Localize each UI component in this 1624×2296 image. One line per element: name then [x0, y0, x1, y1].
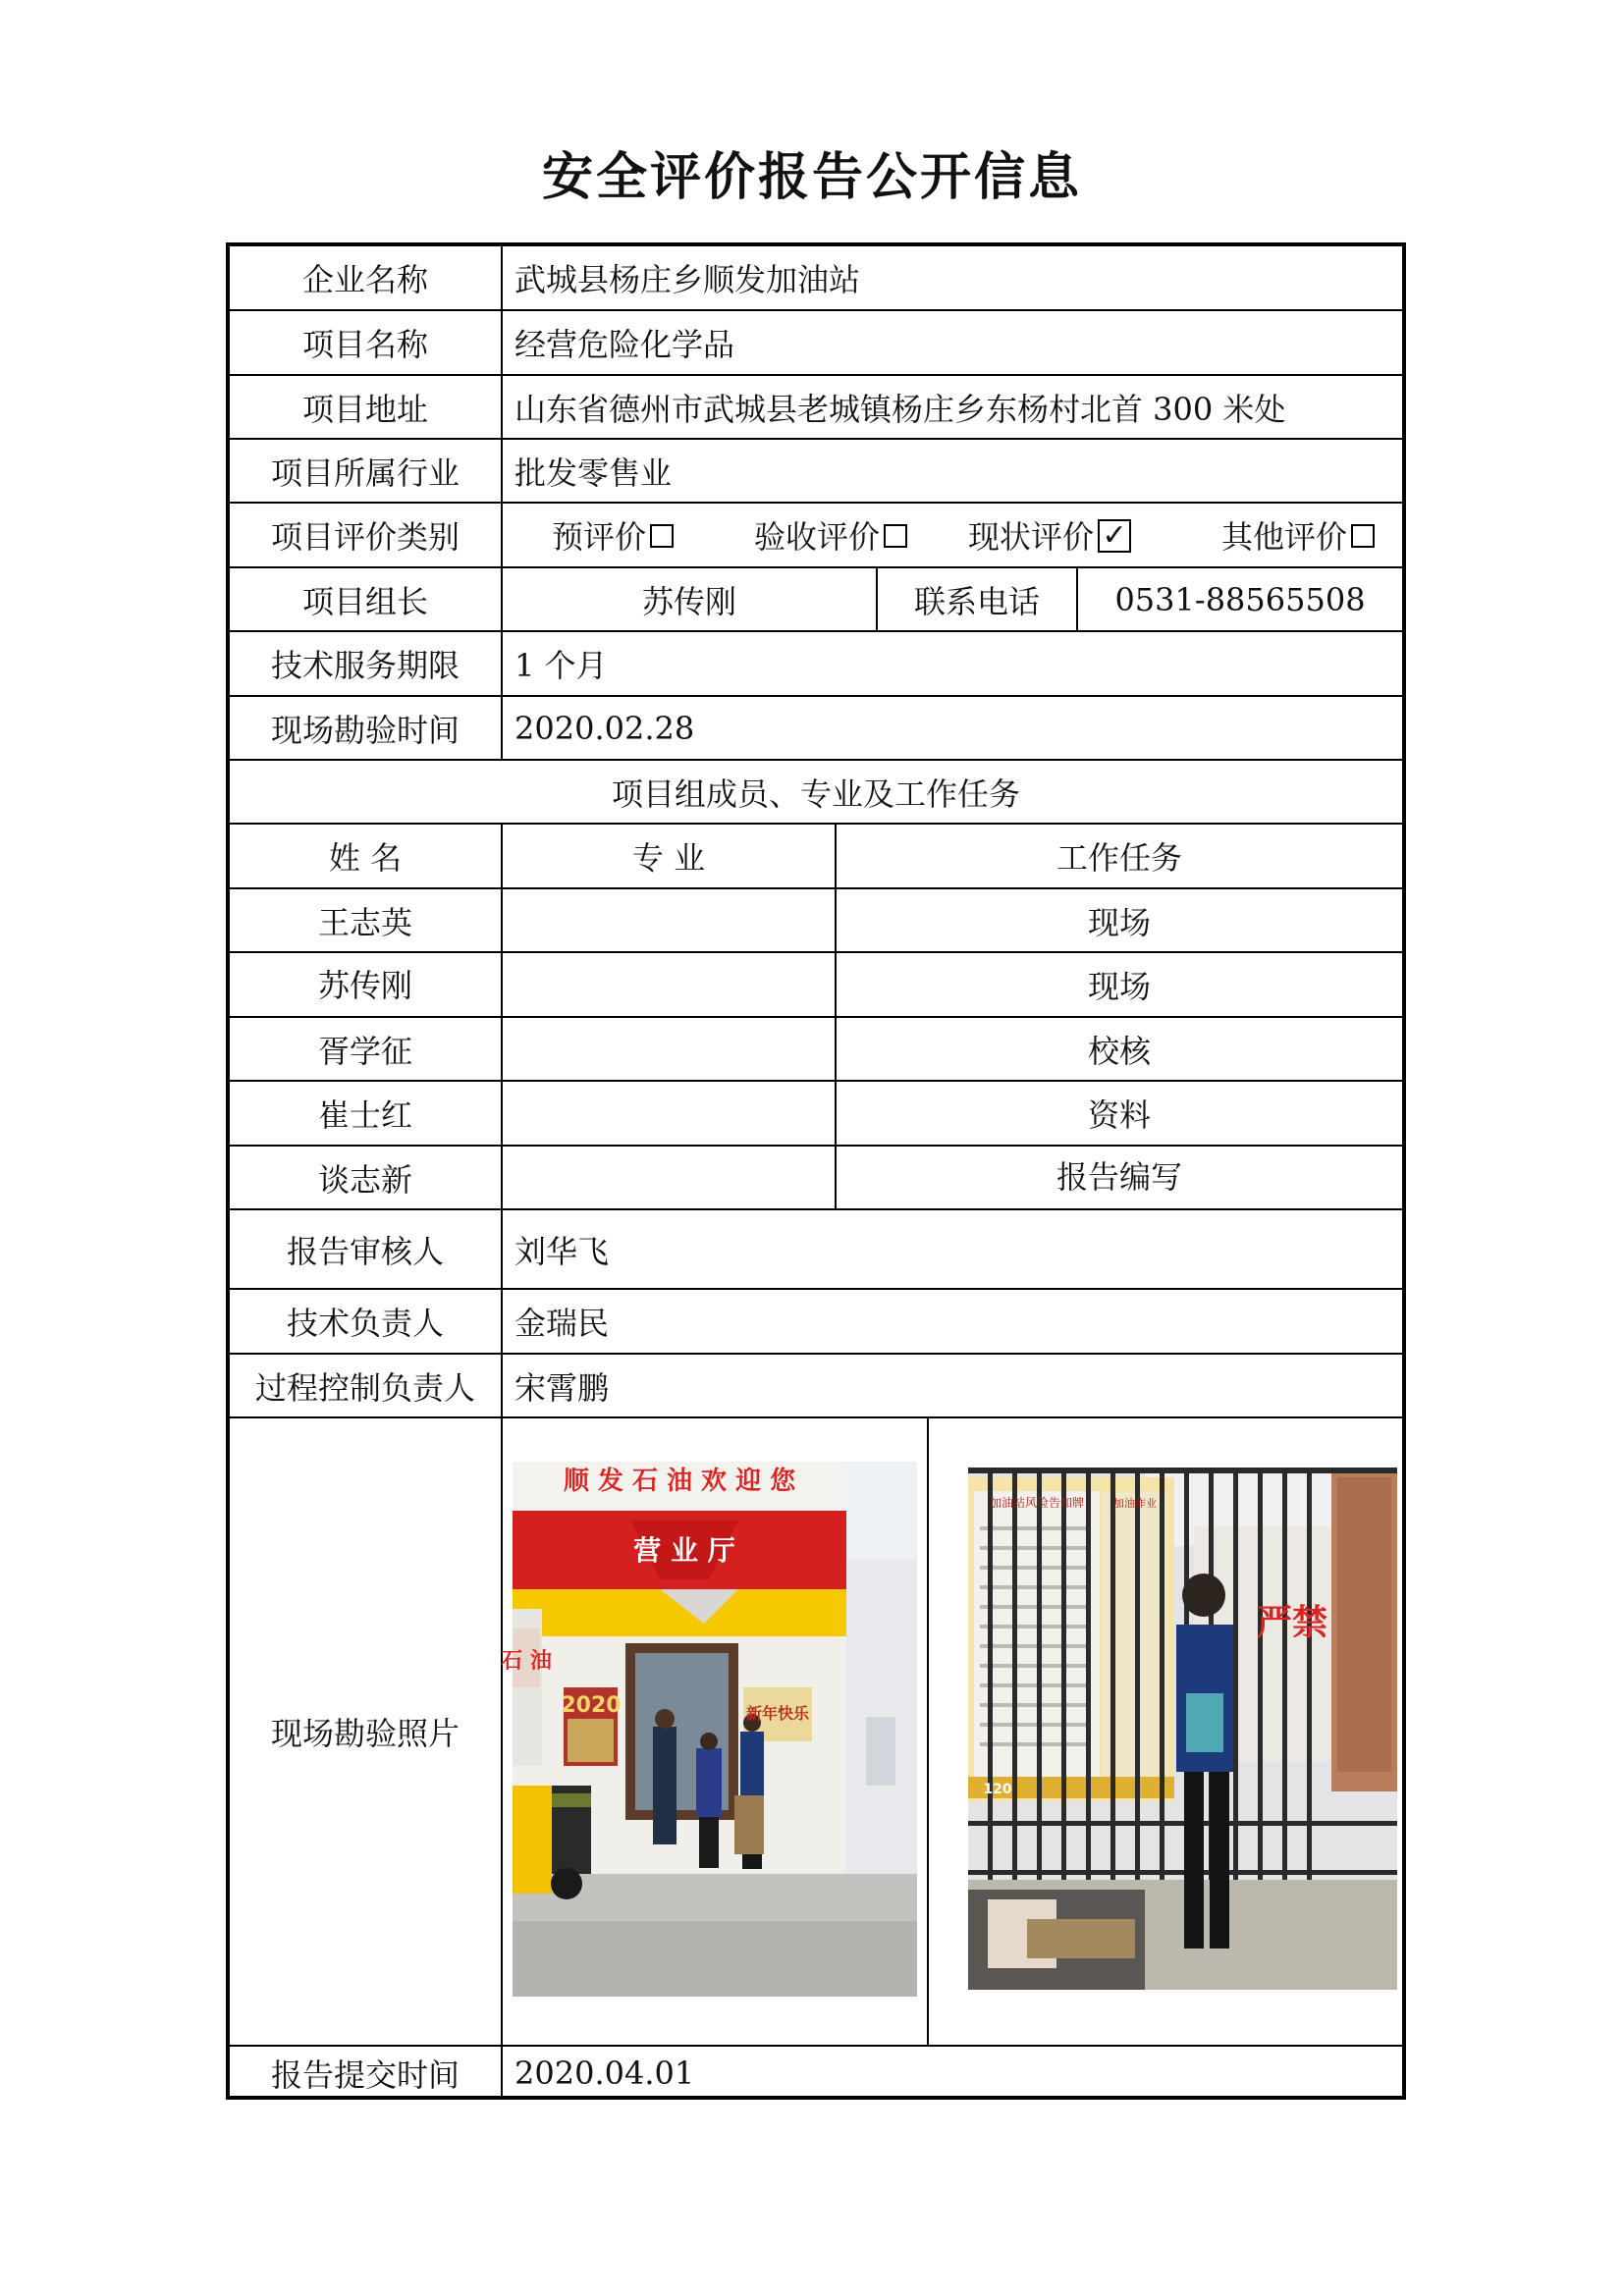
submit-label: 报告提交时间 [230, 2047, 503, 2100]
option-pre-checkbox[interactable] [650, 524, 674, 548]
member-task: 现场 [1087, 968, 1151, 1005]
address-row [230, 376, 1402, 440]
leader-value: 苏传刚 [503, 568, 878, 630]
reviewer-label: 报告审核人 [230, 1210, 503, 1288]
member-row [230, 1082, 1402, 1147]
photo1-year: 2020 [561, 1693, 622, 1718]
reviewer-row [230, 1210, 1402, 1290]
member-row [230, 953, 1402, 1018]
option-status[interactable] [968, 512, 1131, 558]
header-task: 工作任务 [1056, 839, 1182, 877]
member-task: 校核 [1087, 1032, 1151, 1070]
member-name: 苏传刚 [230, 953, 503, 1016]
members-title-row [230, 761, 1402, 825]
reviewer-value: 刘华飞 [514, 1232, 610, 1270]
site-photo-board [968, 1468, 1397, 1990]
option-status-checkbox[interactable] [1098, 519, 1131, 553]
photo2-phone: 120 [983, 1782, 1012, 1797]
photo2-board-title: 加油站风险告知牌 [989, 1496, 1085, 1510]
industry-row [230, 440, 1402, 504]
member-name: 崔士红 [230, 1082, 503, 1145]
phone-value: 0531-88565508 [1114, 580, 1366, 618]
survey-time-value: 2020.02.28 [514, 709, 695, 747]
members-header-row [230, 825, 1402, 889]
photos-label: 现场勘验照片 [230, 1418, 503, 2045]
member-name: 王志英 [230, 889, 503, 951]
category-row [230, 504, 1402, 568]
category-label: 项目评价类别 [230, 504, 503, 566]
period-row [230, 632, 1402, 697]
option-pre-label: 预评价 [552, 518, 647, 556]
project-value: 经营危险化学品 [514, 326, 735, 363]
industry-value: 批发零售业 [514, 454, 673, 492]
member-task: 现场 [1087, 903, 1151, 941]
check-icon: ✓ [1102, 518, 1127, 553]
company-label: 企业名称 [230, 246, 503, 309]
option-other-checkbox[interactable] [1351, 524, 1375, 548]
member-name: 胥学征 [230, 1018, 503, 1080]
photo1-side: 石 油 [501, 1649, 552, 1674]
site-photo-board-image [968, 1468, 1397, 1990]
member-major [503, 1082, 837, 1145]
photo1-banner: 顺 发 石 油 欢 迎 您 [563, 1467, 796, 1496]
company-row [230, 246, 1402, 311]
leader-row [230, 568, 1402, 632]
member-task: 资料 [1087, 1096, 1151, 1134]
site-photo-hall [501, 1462, 917, 1997]
member-major [503, 1147, 837, 1208]
option-other[interactable] [1221, 512, 1375, 558]
option-acceptance-label: 验收评价 [754, 518, 881, 556]
member-major [503, 1018, 837, 1080]
page-title: 安全评价报告公开信息 [541, 148, 1082, 207]
photo1-greet: 新年快乐 [745, 1704, 810, 1723]
member-task: 报告编写 [1056, 1158, 1182, 1196]
period-value: 1 个月 [514, 647, 608, 684]
option-acceptance-checkbox[interactable] [884, 524, 907, 548]
option-pre[interactable] [552, 512, 674, 558]
info-table [226, 242, 1406, 2100]
company-value: 武城县杨庄乡顺发加油站 [514, 261, 861, 298]
member-row [230, 1147, 1402, 1210]
member-major [503, 889, 837, 951]
survey-time-row [230, 697, 1402, 761]
address-value: 山东省德州市武城县老城镇杨庄乡东杨村北首 300 米处 [514, 390, 1286, 428]
project-row [230, 311, 1402, 376]
phone-label: 联系电话 [878, 568, 1078, 630]
leader-label: 项目组长 [230, 568, 503, 630]
photo2-wall: 严禁 [1256, 1603, 1328, 1643]
tech-value: 金瑞民 [514, 1305, 610, 1342]
project-label: 项目名称 [230, 311, 503, 374]
member-row [230, 1018, 1402, 1082]
category-options [503, 504, 1402, 566]
member-name: 谈志新 [230, 1147, 503, 1208]
members-section-title: 项目组成员、专业及工作任务 [611, 774, 1020, 813]
period-label: 技术服务期限 [230, 632, 503, 695]
tech-label: 技术负责人 [230, 1290, 503, 1353]
header-name: 姓 名 [230, 825, 503, 887]
photo1-hall: 营 业 厅 [633, 1534, 735, 1567]
photo2-board-right: 加油作业 [1113, 1497, 1157, 1510]
header-major: 专 业 [503, 825, 837, 887]
option-other-label: 其他评价 [1221, 518, 1348, 556]
site-photo-hall-image [501, 1462, 917, 1997]
submit-row [230, 2047, 1402, 2100]
address-label: 项目地址 [230, 376, 503, 438]
option-acceptance[interactable] [754, 512, 907, 558]
photos-row [230, 1418, 1402, 2047]
member-major [503, 953, 837, 1016]
tech-row [230, 1290, 1402, 1355]
process-label: 过程控制负责人 [230, 1355, 503, 1416]
member-row [230, 889, 1402, 953]
option-status-label: 现状评价 [968, 518, 1095, 556]
submit-value: 2020.04.01 [514, 2055, 695, 2092]
process-row [230, 1355, 1402, 1418]
survey-time-label: 现场勘验时间 [230, 697, 503, 759]
industry-label: 项目所属行业 [230, 440, 503, 502]
process-value: 宋霄鹏 [514, 1368, 610, 1407]
